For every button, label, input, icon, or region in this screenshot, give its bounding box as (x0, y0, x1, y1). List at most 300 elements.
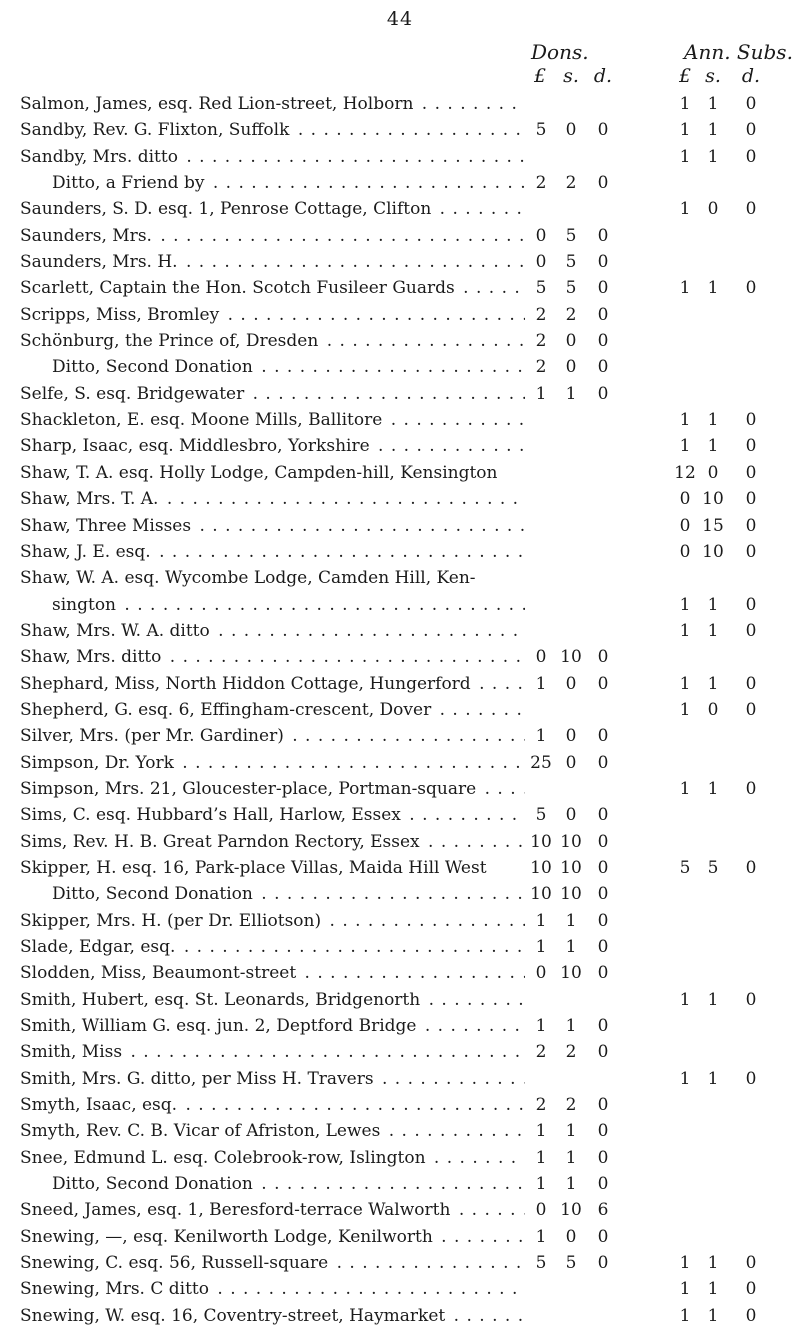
subscriber-name (20, 1118, 525, 1144)
subscriber-name (52, 881, 525, 907)
annual-pence (738, 1039, 764, 1065)
donation-pence: 0 (597, 937, 609, 957)
donation-shillings: 1 (565, 1016, 577, 1037)
donation-shillings: 0 (565, 331, 577, 352)
donations-pence-header: d. (593, 65, 613, 87)
donation-pence: 0 (597, 331, 609, 352)
donation-shillings: 1 (565, 1174, 577, 1195)
donation-pence: 0 (597, 831, 609, 852)
donation-pounds (526, 776, 556, 802)
subscriber-name-text: Shaw, Three Misses (20, 515, 192, 536)
donation-pounds (526, 1276, 556, 1302)
annual-shillings: 1 (707, 989, 719, 1010)
donation-pence (590, 776, 616, 802)
subscriber-name-text: Sandby, Rev. G. Flixton, Suffolk (20, 120, 290, 141)
annual-shillings: 1 (707, 120, 719, 141)
donation-pence: 0 (597, 1174, 609, 1195)
subscriber-name-text: Slade, Edgar, esq. (20, 937, 176, 957)
list-item (0, 381, 800, 407)
donation-shillings (558, 987, 584, 1013)
donation-shillings: 1 (565, 910, 577, 931)
subscriber-name-text: Snee, Edmund L. esq. Colebrook-row, Islington (20, 1147, 426, 1168)
annual-shillings (700, 1197, 726, 1223)
list-item (0, 1145, 800, 1171)
subscriber-name-text: Snewing, —, esq. Kenilworth Lodge, Kenilworth (20, 1226, 433, 1247)
annual-shillings (700, 908, 726, 934)
subscriber-name (20, 618, 525, 644)
donation-shillings: 10 (560, 647, 582, 668)
annual-shillings (700, 644, 726, 670)
donation-pounds: 2 (535, 1095, 547, 1116)
subscriber-name (20, 960, 525, 986)
donation-pence: 0 (597, 1147, 609, 1168)
annual-pounds (668, 354, 702, 380)
donation-shillings (558, 144, 584, 170)
annual-pence (738, 565, 764, 591)
annual-pence (738, 802, 764, 828)
list-item (0, 671, 800, 697)
donation-pounds: 5 (535, 120, 547, 141)
donation-shillings: 2 (565, 1095, 577, 1116)
subscriber-name-text: Ditto, Second Donation (52, 1174, 253, 1195)
donation-pence: 0 (597, 726, 609, 747)
list-item (0, 1092, 800, 1118)
annual-pence (738, 381, 764, 407)
list-item (0, 618, 800, 644)
annual-pounds: 1 (679, 94, 691, 114)
donation-shillings: 2 (565, 173, 577, 194)
subscriber-name (20, 1224, 525, 1250)
annual-pence (738, 1145, 764, 1171)
annual-pounds: 1 (679, 120, 691, 141)
donations-pounds-header: £ (533, 65, 547, 87)
annual-shillings (700, 934, 726, 960)
list-item (0, 354, 800, 380)
subscriber-name (52, 170, 525, 196)
donation-pounds (526, 1066, 556, 1092)
donation-pounds (526, 486, 556, 512)
annual-pounds-header: £ (678, 65, 692, 87)
subscriber-name (20, 1197, 525, 1223)
annual-shillings: 0 (707, 199, 719, 220)
annual-pence: 0 (745, 1068, 757, 1089)
subscriber-name (20, 723, 525, 749)
list-item (0, 144, 800, 170)
subscriber-name (20, 1276, 525, 1302)
annual-pounds: 1 (679, 699, 691, 720)
donation-shillings: 1 (565, 1121, 577, 1142)
subscriber-name-text: Smith, Miss (20, 1042, 123, 1063)
donation-shillings (558, 196, 584, 222)
donation-pounds (526, 513, 556, 539)
subscriber-name (20, 1066, 525, 1092)
donation-pence: 0 (597, 357, 609, 378)
subscriber-name (20, 934, 525, 960)
annual-shillings (700, 565, 726, 591)
subscriber-name-text: Smyth, Rev. C. B. Vicar of Afriston, Lewes (20, 1121, 381, 1142)
subscriber-name (20, 117, 525, 143)
donation-pence: 0 (597, 963, 609, 984)
donation-pounds: 1 (535, 1121, 547, 1142)
annual-pence: 0 (745, 199, 757, 220)
annual-pence (738, 223, 764, 249)
donation-pounds: 2 (535, 331, 547, 352)
donation-shillings: 10 (560, 963, 582, 984)
donation-shillings (558, 697, 584, 723)
list-item (0, 829, 800, 855)
donation-shillings: 2 (565, 304, 577, 325)
annual-shillings: 0 (707, 699, 719, 720)
donation-shillings: 0 (565, 357, 577, 378)
donation-pence (590, 1276, 616, 1302)
annual-pounds (668, 381, 702, 407)
annual-shillings (700, 223, 726, 249)
page-number: 44 (386, 8, 414, 30)
annual-pence (738, 1171, 764, 1197)
annual-pounds: 1 (679, 278, 691, 299)
annual-pence-header: d. (741, 65, 761, 87)
annual-pounds (668, 565, 702, 591)
annual-pounds (668, 934, 702, 960)
donation-shillings (558, 592, 584, 618)
annual-pence (738, 1224, 764, 1250)
subscriber-name-text: Saunders, S. D. esq. 1, Penrose Cottage, Clifton (20, 199, 432, 220)
list-item (0, 328, 800, 354)
annual-pence (738, 1197, 764, 1223)
annual-pounds (668, 1013, 702, 1039)
list-item (0, 644, 800, 670)
donation-pounds: 2 (535, 1042, 547, 1063)
list-item (0, 987, 800, 1013)
annual-shillings: 1 (707, 1279, 719, 1300)
annual-pounds (668, 1224, 702, 1250)
donation-pence (590, 144, 616, 170)
list-item (0, 1039, 800, 1065)
subscriber-name (20, 223, 525, 249)
annual-pounds: 1 (679, 594, 691, 615)
donation-pence: 0 (597, 383, 609, 404)
donation-shillings: 0 (565, 1226, 577, 1247)
subscriber-name-text: Simpson, Mrs. 21, Gloucester-place, Portman-square (20, 778, 477, 799)
donation-pence: 0 (597, 805, 609, 826)
donation-pounds: 1 (535, 1174, 547, 1195)
subscriber-name-text: Smith, Hubert, esq. St. Leonards, Bridgenorth (20, 989, 421, 1010)
annual-pence (738, 829, 764, 855)
subscriber-name (20, 1013, 525, 1039)
annual-shillings (700, 802, 726, 828)
subscriber-name (20, 908, 525, 934)
donation-pence (590, 486, 616, 512)
subscriber-name-text: Slodden, Miss, Beaumont-street (20, 963, 297, 984)
subscriber-name-text: Saunders, Mrs. H. (20, 252, 178, 273)
annual-shillings (700, 354, 726, 380)
list-item (0, 1171, 800, 1197)
donation-pence: 0 (597, 1095, 609, 1116)
annual-pence: 0 (745, 673, 757, 694)
donation-pence (590, 460, 616, 486)
subscriber-name-text: Salmon, James, esq. Red Lion-street, Holborn (20, 94, 414, 114)
subscriber-name-text: Shackleton, E. esq. Moone Mills, Ballitore (20, 410, 383, 431)
list-item (0, 117, 800, 143)
subscriber-name-text: Smith, William G. esq. jun. 2, Deptford Bridge (20, 1016, 417, 1037)
donation-pence (590, 433, 616, 459)
donation-shillings (558, 539, 584, 565)
donations-column-header: Dons. (531, 40, 589, 64)
donation-shillings: 10 (560, 884, 582, 905)
donation-pounds: 2 (535, 304, 547, 325)
subscriber-name (20, 275, 525, 301)
subscriber-name (20, 513, 525, 539)
donation-shillings (558, 91, 584, 117)
subscriber-name (20, 644, 525, 670)
annual-pence (738, 934, 764, 960)
donation-pounds: 1 (535, 1016, 547, 1037)
subscriber-name-text: Shaw, J. E. esq. (20, 541, 151, 562)
subscriber-name-text: Silver, Mrs. (per Mr. Gardiner) (20, 726, 284, 747)
donation-shillings: 0 (565, 752, 577, 773)
annual-shillings: 1 (707, 436, 719, 457)
annual-pounds (668, 249, 702, 275)
annual-pounds: 1 (679, 410, 691, 431)
annual-pence: 0 (745, 436, 757, 457)
list-item (0, 1066, 800, 1092)
donation-pence: 0 (597, 304, 609, 325)
donation-pence: 0 (597, 1253, 609, 1274)
annual-pence (738, 170, 764, 196)
donation-shillings: 0 (565, 726, 577, 747)
donation-pounds: 5 (535, 1253, 547, 1274)
subscriber-name (20, 565, 525, 591)
donation-pounds: 1 (535, 383, 547, 404)
subscriber-name-text: Skipper, H. esq. 16, Park-place Villas, Maida Hill West (20, 857, 487, 878)
subscriber-name (20, 91, 525, 117)
annual-shillings: 15 (702, 515, 724, 536)
list-item (0, 1250, 800, 1276)
annual-pounds: 1 (679, 673, 691, 694)
annual-pence: 0 (745, 146, 757, 167)
list-item (0, 592, 800, 618)
donation-pounds: 10 (530, 857, 552, 878)
annual-pounds: 12 (674, 462, 696, 483)
annual-pounds (668, 223, 702, 249)
subscriber-name (20, 328, 525, 354)
annual-pounds (668, 802, 702, 828)
annual-pounds (668, 881, 702, 907)
subscriber-name-text: Ditto, Second Donation (52, 357, 253, 378)
donation-shillings: 5 (565, 278, 577, 299)
annual-pounds: 1 (679, 1253, 691, 1274)
subscriber-name-text: Selfe, S. esq. Bridgewater (20, 383, 245, 404)
annual-shillings: 1 (707, 594, 719, 615)
annual-shillings (700, 381, 726, 407)
subscriber-name-text: Sneed, James, esq. 1, Beresford-terrace Walworth (20, 1200, 451, 1221)
donation-pounds (526, 987, 556, 1013)
annual-pounds: 1 (679, 1279, 691, 1300)
subscriber-name (20, 196, 525, 222)
donation-shillings (558, 1276, 584, 1302)
subscriber-name-text: Ditto, Second Donation (52, 884, 253, 905)
subscriber-name (20, 144, 525, 170)
donation-pence (590, 91, 616, 117)
subscriber-name-text: Schönburg, the Prince of, Dresden (20, 331, 319, 352)
donation-pence: 6 (597, 1200, 609, 1221)
annual-shillings (700, 881, 726, 907)
donation-shillings (558, 1066, 584, 1092)
annual-pence: 0 (745, 515, 757, 536)
donation-pence: 0 (597, 884, 609, 905)
annual-pence: 0 (745, 410, 757, 431)
subscriber-name-text: Skipper, Mrs. H. (per Dr. Elliotson) (20, 910, 322, 931)
subscriber-name (52, 1171, 525, 1197)
donation-shillings (558, 513, 584, 539)
annual-pence: 0 (745, 1253, 757, 1274)
subscriber-name (20, 829, 525, 855)
list-item (0, 513, 800, 539)
annual-pence: 0 (745, 278, 757, 299)
annual-pence: 0 (745, 857, 757, 878)
donation-shillings (558, 618, 584, 644)
donation-pounds: 1 (535, 726, 547, 747)
subscriber-name-text: sington (52, 594, 117, 615)
list-item (0, 460, 800, 486)
list-item (0, 750, 800, 776)
annual-shillings: 1 (707, 146, 719, 167)
donation-pence: 0 (597, 278, 609, 299)
annual-pence: 0 (745, 989, 757, 1010)
subscriber-name-text: Sharp, Isaac, esq. Middlesbro, Yorkshire (20, 436, 370, 457)
annual-pence (738, 908, 764, 934)
donation-pence (590, 407, 616, 433)
subscriber-name-text: Sandby, Mrs. ditto (20, 146, 178, 167)
list-item (0, 960, 800, 986)
annual-shillings: 0 (707, 462, 719, 483)
list-item (0, 697, 800, 723)
donation-pounds: 5 (535, 805, 547, 826)
annual-pounds (668, 723, 702, 749)
list-item (0, 302, 800, 328)
donation-shillings (558, 565, 584, 591)
donation-pounds: 1 (535, 673, 547, 694)
donation-pounds: 1 (535, 1226, 547, 1247)
subscriber-list (0, 91, 800, 1329)
subscriber-name-text: Snewing, Mrs. C ditto (20, 1279, 209, 1300)
donation-pounds (526, 91, 556, 117)
annual-pence: 0 (745, 620, 757, 641)
annual-pounds (668, 644, 702, 670)
donation-shillings: 5 (565, 1253, 577, 1274)
donation-shillings: 5 (565, 225, 577, 246)
subscriber-name-text: Shaw, Mrs. T. A. (20, 489, 159, 510)
subscriber-name-text: Shepherd, G. esq. 6, Effingham-crescent, Dover (20, 699, 432, 720)
donation-pence (590, 987, 616, 1013)
donation-pounds: 2 (535, 173, 547, 194)
subscriber-name (20, 302, 525, 328)
donation-pence (590, 539, 616, 565)
list-item (0, 934, 800, 960)
annual-pounds (668, 750, 702, 776)
donation-pounds (526, 144, 556, 170)
subscriber-name-text: Snewing, W. esq. 16, Coventry-street, Haymarket (20, 1305, 446, 1326)
donation-shillings (558, 460, 584, 486)
donation-pounds: 1 (535, 910, 547, 931)
donation-pounds (526, 592, 556, 618)
annual-pounds: 1 (679, 989, 691, 1010)
donation-pounds: 0 (535, 225, 547, 246)
donations-shillings-header: s. (563, 65, 579, 87)
annual-pounds (668, 328, 702, 354)
donation-pence: 0 (597, 1042, 609, 1063)
annual-pence: 0 (745, 541, 757, 562)
donation-pounds: 10 (530, 831, 552, 852)
donation-shillings (558, 776, 584, 802)
donation-pence: 0 (597, 910, 609, 931)
annual-pounds: 1 (679, 1068, 691, 1089)
annual-pounds: 1 (679, 1305, 691, 1326)
subscriber-name-text: Simpson, Dr. York (20, 752, 174, 773)
donation-pence (590, 592, 616, 618)
annual-pounds: 1 (679, 146, 691, 167)
annual-pence: 0 (745, 699, 757, 720)
annual-pence (738, 723, 764, 749)
subscriber-name-text: Sims, C. esq. Hubbard’s Hall, Harlow, Essex (20, 805, 401, 826)
annual-pounds: 1 (679, 778, 691, 799)
annual-shillings (700, 249, 726, 275)
annual-pence (738, 1013, 764, 1039)
annual-pence (738, 881, 764, 907)
list-item (0, 723, 800, 749)
donation-pence: 0 (597, 225, 609, 246)
donation-shillings (558, 407, 584, 433)
donation-shillings: 1 (565, 1147, 577, 1168)
list-item (0, 539, 800, 565)
subscriber-name (20, 750, 525, 776)
list-item (0, 486, 800, 512)
annual-pence: 0 (745, 120, 757, 141)
annual-pence: 0 (745, 462, 757, 483)
annual-shillings (700, 1039, 726, 1065)
subscriber-name (20, 1092, 525, 1118)
annual-pence (738, 1092, 764, 1118)
donation-shillings: 10 (560, 1200, 582, 1221)
donation-pence (590, 513, 616, 539)
list-item (0, 1276, 800, 1302)
annual-pence (738, 249, 764, 275)
annual-pounds (668, 829, 702, 855)
annual-pounds (668, 170, 702, 196)
donation-shillings (558, 486, 584, 512)
subscriber-name (20, 460, 525, 486)
annual-shillings (700, 723, 726, 749)
annual-shillings (700, 1013, 726, 1039)
donation-pence (590, 196, 616, 222)
annual-shillings: 10 (702, 541, 724, 562)
donation-pence: 0 (597, 120, 609, 141)
list-item (0, 275, 800, 301)
annual-pence (738, 750, 764, 776)
annual-pence: 0 (745, 594, 757, 615)
subscriber-name-text: Scripps, Miss, Bromley (20, 304, 220, 325)
annual-pence (738, 1118, 764, 1144)
annual-shillings: 5 (707, 857, 719, 878)
donation-pounds (526, 697, 556, 723)
donation-pence (590, 1066, 616, 1092)
list-item (0, 1197, 800, 1223)
list-item (0, 91, 800, 117)
list-item (0, 1224, 800, 1250)
donation-pounds: 2 (535, 357, 547, 378)
annual-pence: 0 (745, 1305, 757, 1326)
annual-pounds: 1 (679, 199, 691, 220)
